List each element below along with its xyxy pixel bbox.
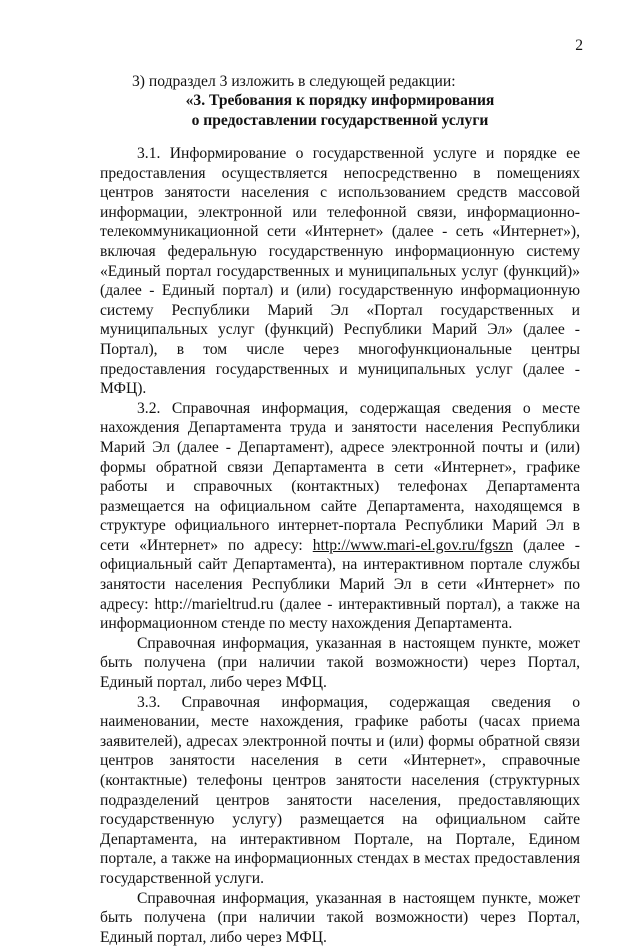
page-number: 2 xyxy=(575,37,583,54)
intro-line: 3) подраздел 3 изложить в следующей редакции: xyxy=(132,73,456,90)
section-title-line-1: «3. Требования к порядку информирования xyxy=(185,92,495,109)
paragraph-3-2 xyxy=(100,399,580,634)
ministry-site-link[interactable]: http://www.mari-el.gov.ru/fgszn xyxy=(312,536,513,554)
paragraph-3-3-note: Справочная информация, указанная в настоящем пункте, может быть получена (при наличии такой возможности) через Портал, Единый портал, либо через МФЦ. xyxy=(100,889,580,946)
section-title xyxy=(100,91,580,130)
document-body xyxy=(100,144,580,947)
paragraph-3-2-note: Справочная информация, указанная в настоящем пункте, может быть получена (при наличии такой возможности) через Портал, Единый портал, либо через МФЦ. xyxy=(100,634,580,692)
paragraph-3-3: 3.3. Справочная информация, содержащая сведения о наименовании, месте нахождения, графике работы (часах приема заявителей), адресах электронной почты и (или) формы обратной связи центров занятости населения в сети «Интернет», справочные (контактные) телефоны центров занятости населения (структурных подразделений центров занятости населения, предоставляющих государственную услугу) размещается на официальном сайте Департамента, на интерактивном Портале, на Портале, Едином портале, а также на информационных стендах в местах предоставления государственной услуги. xyxy=(100,693,580,887)
section-title-line-2: о предоставлении государственной услуги xyxy=(191,111,489,129)
paragraph-3-1: 3.1. Информирование о государственной услуге и порядке ее предоставления осуществляется непосредственно в помещениях центров занятости населения с использованием средств массовой информации, электронной или телефонной связи, информационно-телекоммуникационной сети «Интернет» (далее - сеть «Интернет»), включая федеральную государственную информационную систему «Единый портал государственных и муниципальных услуг (функций)» (далее - Единый портал) и (или) государственную информационную систему Республики Марий Эл «Портал государственных и муниципальных услуг (функций) Республики Марий Эл» (далее - Портал), в том числе через многофункциональные центры предоставления государственных и муниципальных услуг (далее - МФЦ). xyxy=(100,145,580,398)
paragraph-3-2-text-after: (далее - официальный сайт Департамента), на интерактивном портале службы занятости населения Республики Марий Эл в сети «Интернет» по адресу: http://marieltrud.ru (далее - интерактивный портал), а также на информационном стенде по месту нахождения Департамента. xyxy=(100,536,580,633)
paragraph-3-2-text-before: 3.2. Справочная информация, содержащая сведения о месте нахождения Департамента труда и занятости населения Республики Марий Эл (далее - Департамент), адресе электронной почты и (или) формы обратной связи Департамента в сети «Интернет», графике работы и справочных (контактных) телефонах Департамента размещается на официальном сайте Департамента, находящемся в структуре официального интернет-портала Республики Марий Эл в сети «Интернет» по адресу: xyxy=(100,399,580,554)
